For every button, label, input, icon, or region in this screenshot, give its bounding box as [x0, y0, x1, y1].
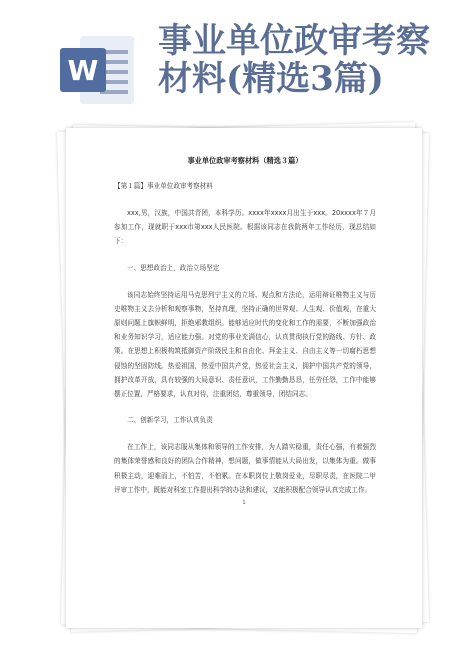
section-heading-2: 二、创新学习，工作认真负责	[127, 416, 213, 425]
document-title: 事业单位政审考察材料（精选３篇）	[187, 156, 303, 165]
page-number: 1	[242, 500, 246, 506]
paragraph-intro: xxx,男，汉族，中国共青团，本科学历。xxxx年xxxx月出生于xxx。20xxxx年７月参加工作，现就职于xxx市第xxx人民医院。根据该同志在我院两年工作经历，现总结如下：	[114, 209, 376, 246]
document-body	[114, 156, 376, 510]
section-heading-1: 一、思想政治上，政治立场坚定	[127, 263, 220, 272]
part-heading: 【第１篇】事业单位政审考察材料	[114, 182, 213, 190]
paragraph-work: 在工作上，该同志服从集体和领导的工作安排，为人踏实稳重，责任心强，有着强烈的集体荣誉感和良好的团队合作精神，想问题，做事情能从大局出发，以集体为重。做事积极主动，迎难而上，不怕苦，不怕累。在本职岗位上敬岗爱业，尽职尽责，在医院二甲评审工作中，既能对科室工作提出科学的办法和建议，又能积极配合领导认真完成工作。	[114, 443, 376, 494]
hero-title-line2: 材料(精选3篇)	[158, 59, 384, 99]
svg-text:W: W	[67, 54, 99, 87]
paragraph-politics: 该同志始终坚持运用马克思列宁主义的立场、观点和方法论，运用辩证唯物主义与历史唯物主义去分析和观察事物，坚持真理，坚持正确的世界观、人生观、价值观，在重大原则问题上旗帜鲜明，拒绝邪教组织。能够适应时代的变化和工作的需要，不断加强政治和业务知识学习，适应能力强。对党的事业充满信心，认真贯彻执行党的路线、方针、政策。在思想上积极构筑抵御资产阶级民主和自由化、拜金主义、自由主义等一切腐朽思想侵蚀的坚固防线。热爱祖国，热爱中国共产党，热爱社会主义，拥护中国共产党的领导，拥护改革开放，具有较强的大局意识、责任意识，工作勤勤恳恳，任劳任怨，工作中能够摆正位置，严格要求，认真对待，注重团结，尊重领导，团结同志。	[114, 290, 376, 399]
word-icon	[58, 30, 138, 110]
hero-title-line1: 事业单位政审考察	[158, 21, 430, 61]
document-page	[66, 128, 422, 628]
hero-title	[158, 22, 458, 98]
